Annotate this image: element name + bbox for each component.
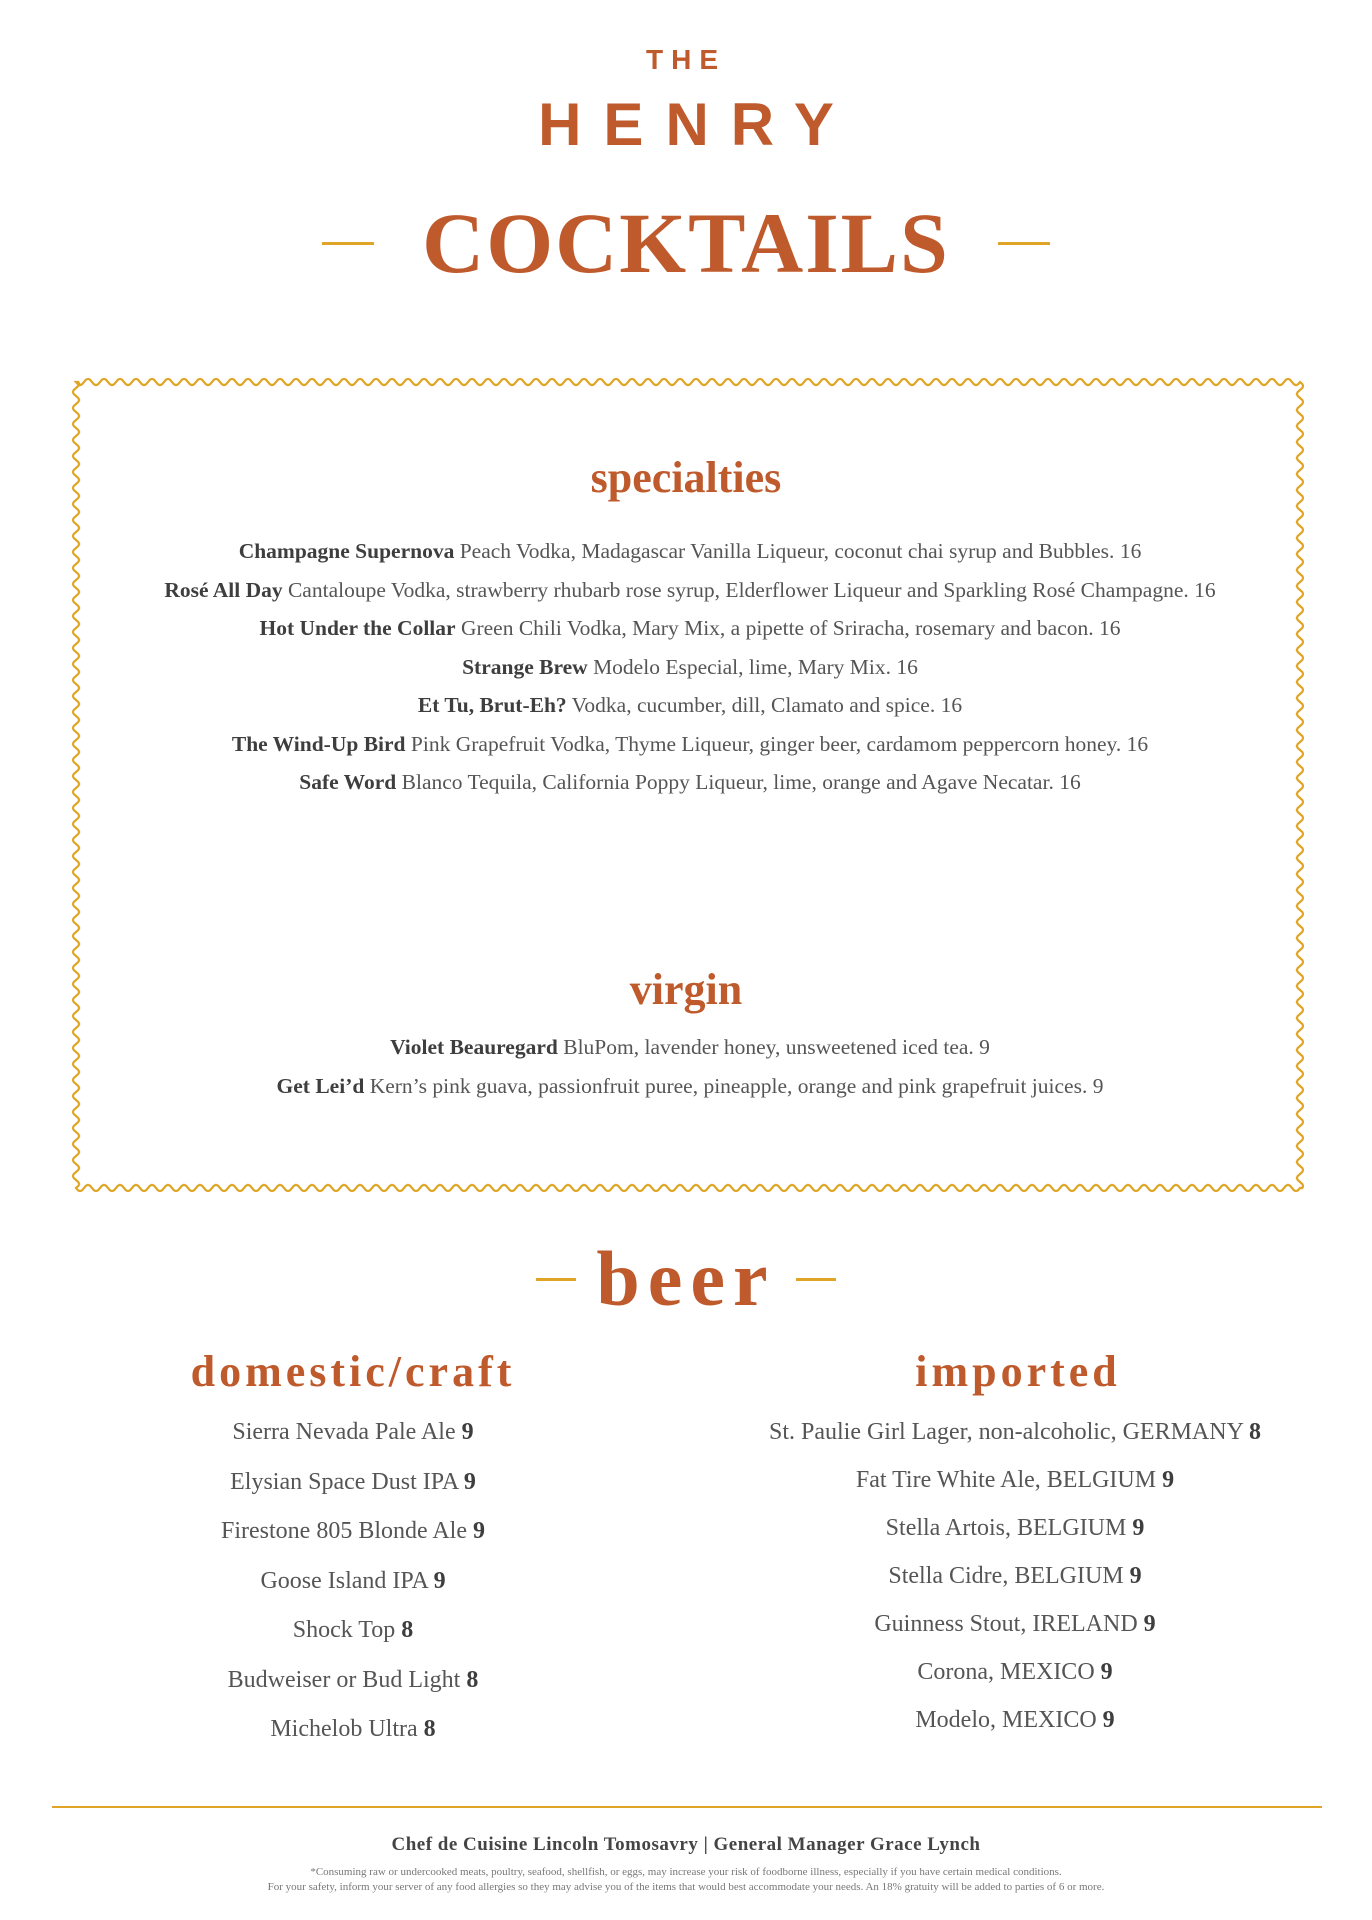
- item-price: 16: [1059, 770, 1081, 794]
- item-price: 16: [896, 654, 918, 679]
- heading-dash-right: [796, 1278, 836, 1281]
- beer-title: beer: [596, 1235, 776, 1322]
- list-item: [150, 1717, 556, 1767]
- beer-price: 9: [1162, 1467, 1175, 1493]
- beer-name: Guinness Stout, IRELAND: [874, 1611, 1138, 1637]
- beer-price: 8: [1249, 1419, 1262, 1445]
- beer-name: Modelo, MEXICO: [915, 1707, 1097, 1733]
- page-title: COCKTAILS: [422, 195, 950, 291]
- item-name: Rosé All Day: [164, 577, 283, 602]
- list-item: [80, 648, 1300, 687]
- beer-price: 9: [461, 1419, 474, 1445]
- imported-beer-list: [730, 1420, 1300, 1756]
- logo-henry: HENRY: [538, 91, 856, 158]
- beer-price: 9: [433, 1567, 446, 1594]
- item-desc: BluPom, lavender honey, unsweetened iced tea.: [557, 1035, 974, 1059]
- beer-price: 9: [1143, 1611, 1156, 1637]
- list-item: [80, 609, 1300, 648]
- list-item: [150, 1470, 556, 1520]
- list-item: [150, 1668, 556, 1718]
- item-desc: Peach Vodka, Madagascar Vanilla Liqueur, coconut chai syrup and Bubbles.: [454, 539, 1115, 563]
- item-name: Get Lei’d: [276, 1073, 365, 1098]
- staff-credits: Chef de Cuisine Lincoln Tomosavry | General Manager Grace Lynch: [391, 1834, 981, 1855]
- list-item: [730, 1708, 1300, 1756]
- beer-name: Fat Tire White Ale, BELGIUM: [855, 1467, 1157, 1493]
- list-item: [80, 1067, 1300, 1106]
- allergy-disclaimer: For your safety, inform your server of any food allergies so they may advise you of the items that would best accommodate your needs. An 18% gratuity will be added to parties of 6 or more.: [267, 1881, 1105, 1893]
- item-price: 9: [979, 1035, 990, 1059]
- heading-dash-left: [322, 242, 374, 245]
- beer-price: 9: [1132, 1515, 1145, 1541]
- item-name: Strange Brew: [462, 654, 588, 679]
- item-desc: Vodka, cucumber, dill, Clamato and spice.: [566, 693, 936, 717]
- beer-name: Stella Artois, BELGIUM: [885, 1515, 1127, 1541]
- specialties-title: specialties: [590, 453, 782, 502]
- virgin-list: [80, 1028, 1300, 1105]
- item-price: 16: [1119, 539, 1142, 563]
- beer-price: 9: [1129, 1563, 1142, 1589]
- list-item: [730, 1564, 1300, 1612]
- beer-name: Firestone 805 Blonde Ale: [221, 1518, 467, 1544]
- item-desc: Green Chili Vodka, Mary Mix, a pipette of Sriracha, rosemary and bacon.: [455, 616, 1094, 640]
- item-desc: Pink Grapefruit Vodka, Thyme Liqueur, ginger beer, cardamom peppercorn honey.: [405, 731, 1122, 756]
- health-disclaimer: *Consuming raw or undercooked meats, poultry, seafood, shellfish, or eggs, may increase your risk of foodborne illness, especially if you have certain medical conditions.: [310, 1866, 1062, 1878]
- specialties-list: [80, 532, 1300, 802]
- beer-name: Stella Cidre, BELGIUM: [888, 1563, 1124, 1589]
- beer-name: Shock Top: [292, 1617, 396, 1643]
- beer-name: Elysian Space Dust IPA: [230, 1468, 458, 1495]
- list-item: [80, 571, 1300, 610]
- item-desc: Blanco Tequila, California Poppy Liqueur, lime, orange and Agave Necatar.: [396, 770, 1054, 794]
- domestic-beer-list: [150, 1420, 556, 1767]
- item-name: Violet Beauregard: [390, 1035, 558, 1059]
- beer-price: 8: [401, 1617, 414, 1643]
- item-price: 16: [1126, 731, 1149, 756]
- item-desc: Cantaloupe Vodka, strawberry rhubarb rose syrup, Elderflower Liqueur and Sparkling Rosé Champagne.: [282, 577, 1189, 602]
- beer-price: 8: [466, 1666, 479, 1693]
- list-item: [150, 1618, 556, 1668]
- item-price: 16: [1194, 577, 1216, 602]
- domestic-title: domestic/craft: [190, 1347, 516, 1396]
- item-desc: Kern’s pink guava, passionfruit puree, pineapple, orange and pink grapefruit juices.: [364, 1073, 1088, 1098]
- imported-title: imported: [915, 1347, 1121, 1396]
- list-item: [80, 763, 1300, 802]
- beer-price: 9: [1100, 1659, 1113, 1685]
- beer-price: 9: [1102, 1707, 1115, 1733]
- list-item: [730, 1468, 1300, 1516]
- list-item: [150, 1569, 556, 1619]
- item-price: 9: [1092, 1073, 1104, 1098]
- list-item: [80, 532, 1300, 571]
- beer-price: 9: [463, 1468, 476, 1495]
- item-name: Safe Word: [299, 770, 397, 794]
- item-price: 16: [940, 693, 963, 717]
- beer-heading: [0, 1235, 1372, 1322]
- beer-price: 9: [472, 1518, 485, 1544]
- beer-name: St. Paulie Girl Lager, non-alcoholic, GERMANY: [768, 1419, 1244, 1445]
- item-name: Champagne Supernova: [238, 539, 455, 563]
- list-item: [80, 725, 1300, 764]
- heading-dash-right: [998, 242, 1050, 245]
- list-item: [730, 1420, 1300, 1468]
- list-item: [150, 1420, 556, 1470]
- list-item: [730, 1660, 1300, 1708]
- beer-name: Michelob Ultra: [270, 1716, 418, 1742]
- item-price: 16: [1099, 616, 1121, 640]
- beer-name: Sierra Nevada Pale Ale: [232, 1419, 456, 1445]
- beer-price: 8: [423, 1716, 436, 1742]
- heading-dash-left: [536, 1278, 576, 1281]
- list-item: [150, 1519, 556, 1569]
- list-item: [80, 686, 1300, 725]
- cocktails-heading: [0, 195, 1372, 291]
- item-desc: Modelo Especial, lime, Mary Mix.: [587, 654, 892, 679]
- list-item: [730, 1516, 1300, 1564]
- item-name: Et Tu, Brut-Eh?: [417, 693, 567, 717]
- virgin-title: virgin: [629, 965, 743, 1014]
- logo-the: THE: [646, 44, 726, 75]
- beer-name: Corona, MEXICO: [917, 1659, 1095, 1685]
- footer-divider: [52, 1806, 1322, 1808]
- list-item: [730, 1612, 1300, 1660]
- beer-name: Goose Island IPA: [260, 1567, 428, 1594]
- beer-name: Budweiser or Bud Light: [227, 1666, 461, 1693]
- item-name: Hot Under the Collar: [259, 616, 456, 640]
- item-name: The Wind-Up Bird: [231, 731, 406, 756]
- list-item: [80, 1028, 1300, 1067]
